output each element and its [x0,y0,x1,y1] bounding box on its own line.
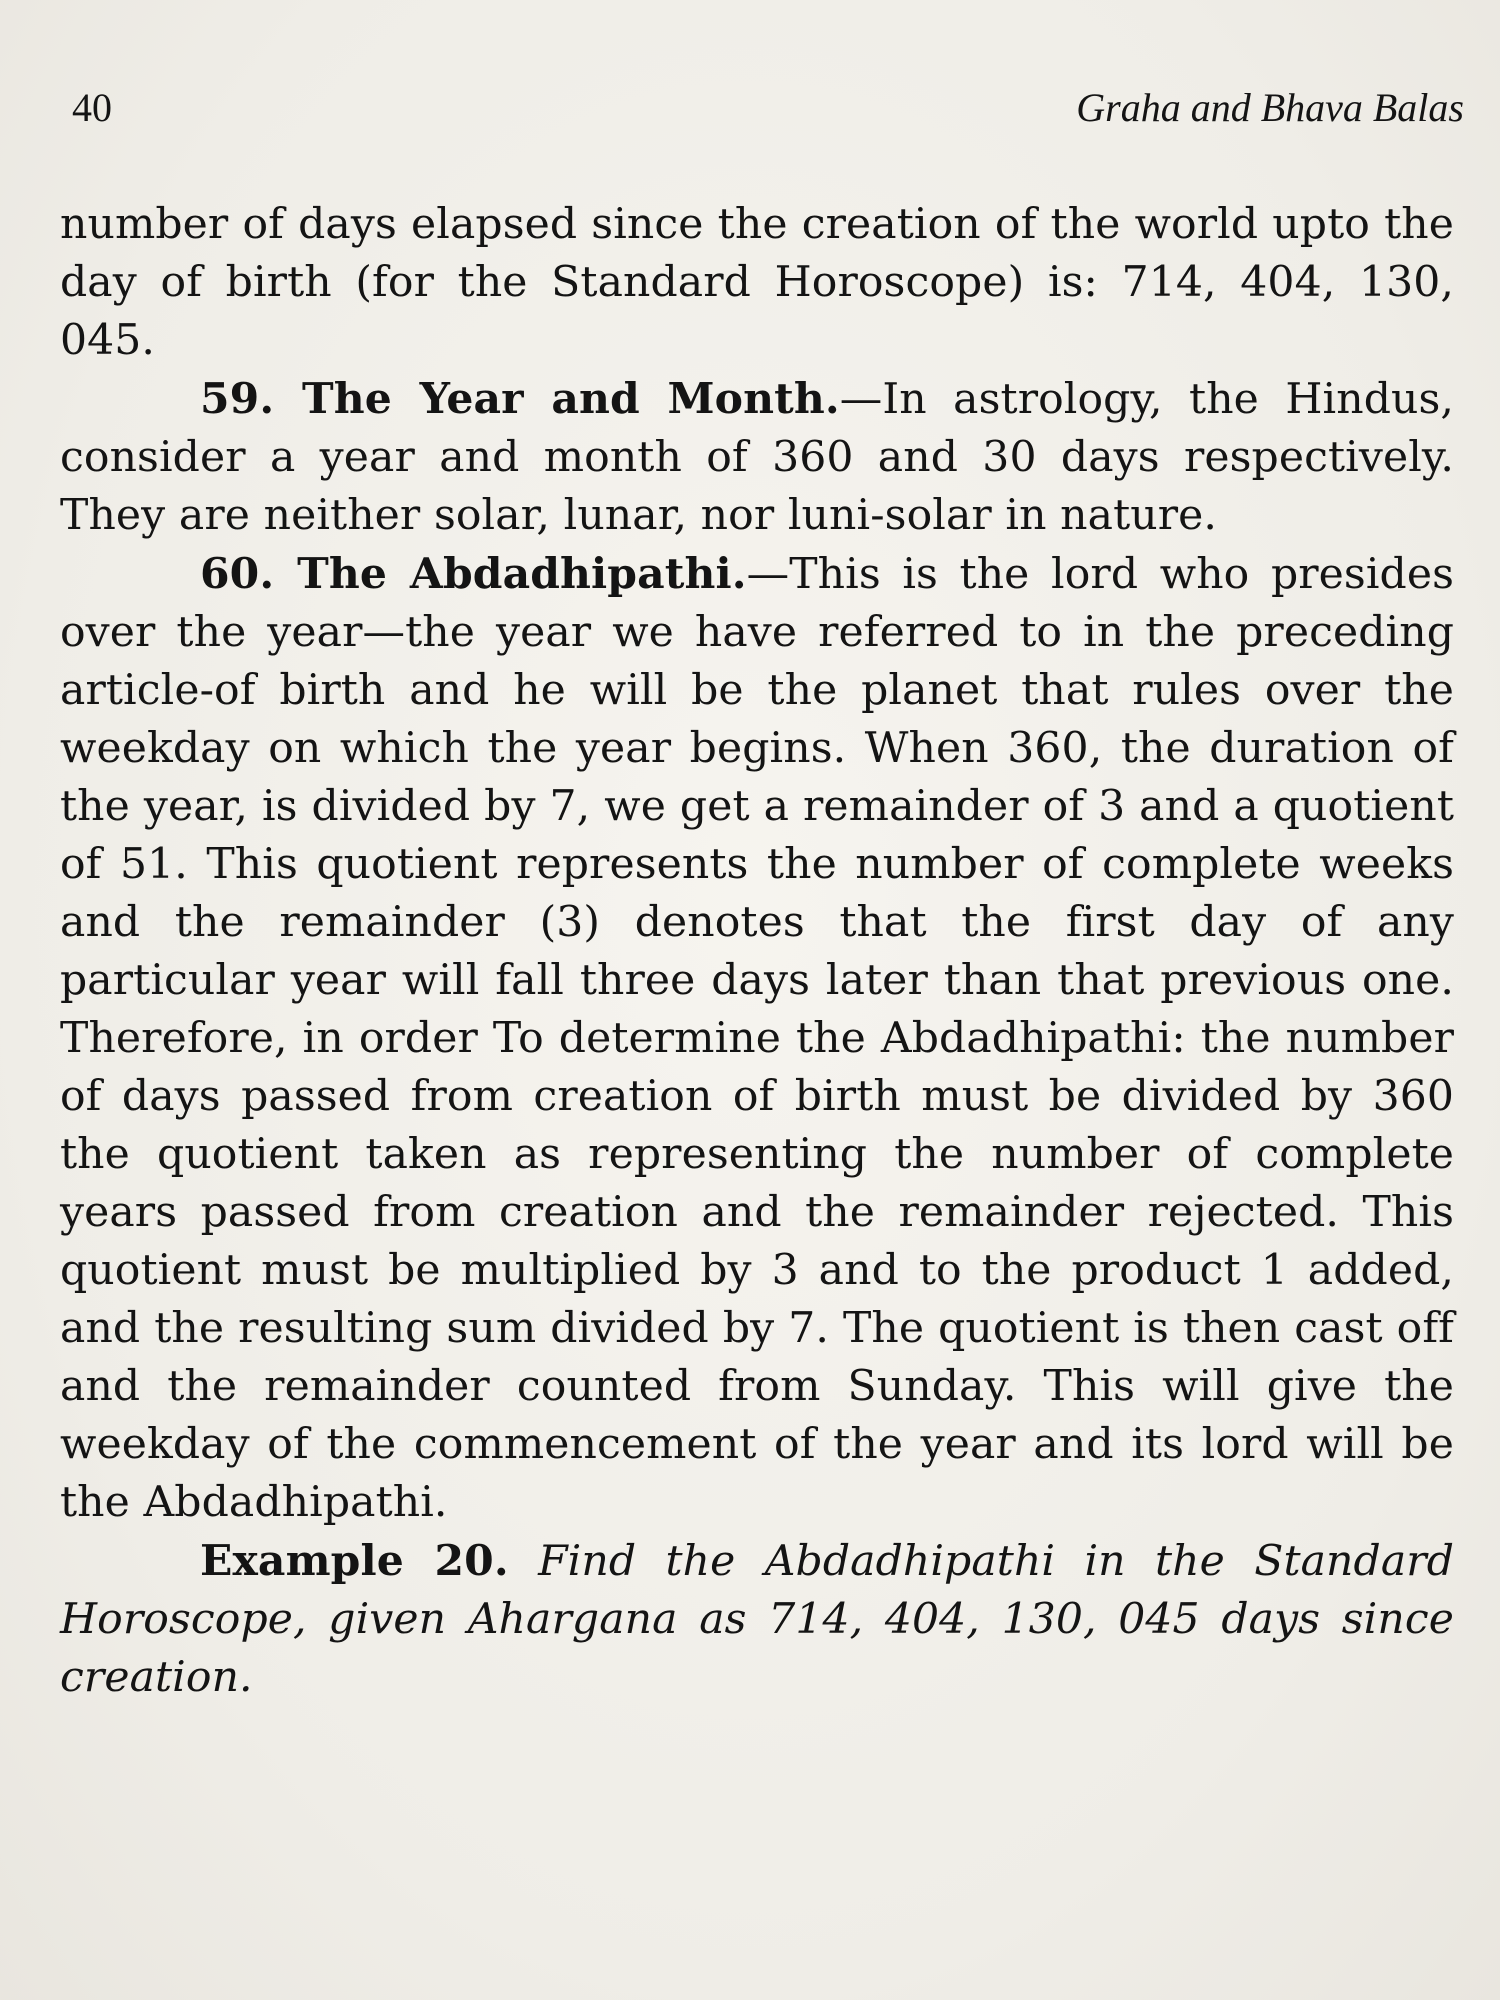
em-dash: — [746,550,790,599]
em-dash: — [839,375,883,424]
example-20-heading: Example 20. [200,1536,509,1586]
section-59-paragraph [60,370,1454,545]
running-head [72,80,1464,136]
section-60-paragraph [60,545,1454,1532]
body-text [60,196,1454,1707]
section-59-text: In astrology, the Hindus, consider a year and month of 360 and 30 days respectively. They are neither solar, lunar, nor luni-solar in nature. [60,375,1454,540]
section-60-text: This is the lord who presides over the year—the year we have referred to in the preceding article-of birth and he will be the planet that rules over the weekday on which the year begins. When 360, the duration of the year, is divided by 7, we get a remainder of 3 and a quotient of 51. This quotient represents the number of complete weeks and the remainder (3) denotes that the first day of any particular year will fall three days later than that previous one. Therefore, in order To determine the Abdadhipathi: the number of days passed from creation of birth must be divided by 360 the quotient taken as representing the number of complete years passed from creation and the remainder rejected. This quotient must be multiplied by 3 and to the product 1 added, and the resulting sum divided by 7. The quotient is then cast off and the remainder counted from Sunday. This will give the weekday of the commencement of the year and its lord will be the Abdadhipathi. [60,550,1454,1527]
example-20-paragraph [60,1532,1454,1707]
page-number: 40 [72,85,112,130]
running-title: Graha and Bhava Balas [1076,85,1464,130]
continuation-paragraph: number of days elapsed since the creation of the world upto the day of birth (for the Standard Horoscope) is: 714, 404, 130, 045. [60,200,1454,365]
section-59-heading: 59. The Year and Month. [200,374,840,424]
section-60-heading: 60. The Abdadhipathi. [200,549,747,599]
example-20-text: Find the Abdadhipathi in the Standard Horoscope, given Ahargana as 714, 404, 130, 045 days since creation. [60,1537,1454,1702]
